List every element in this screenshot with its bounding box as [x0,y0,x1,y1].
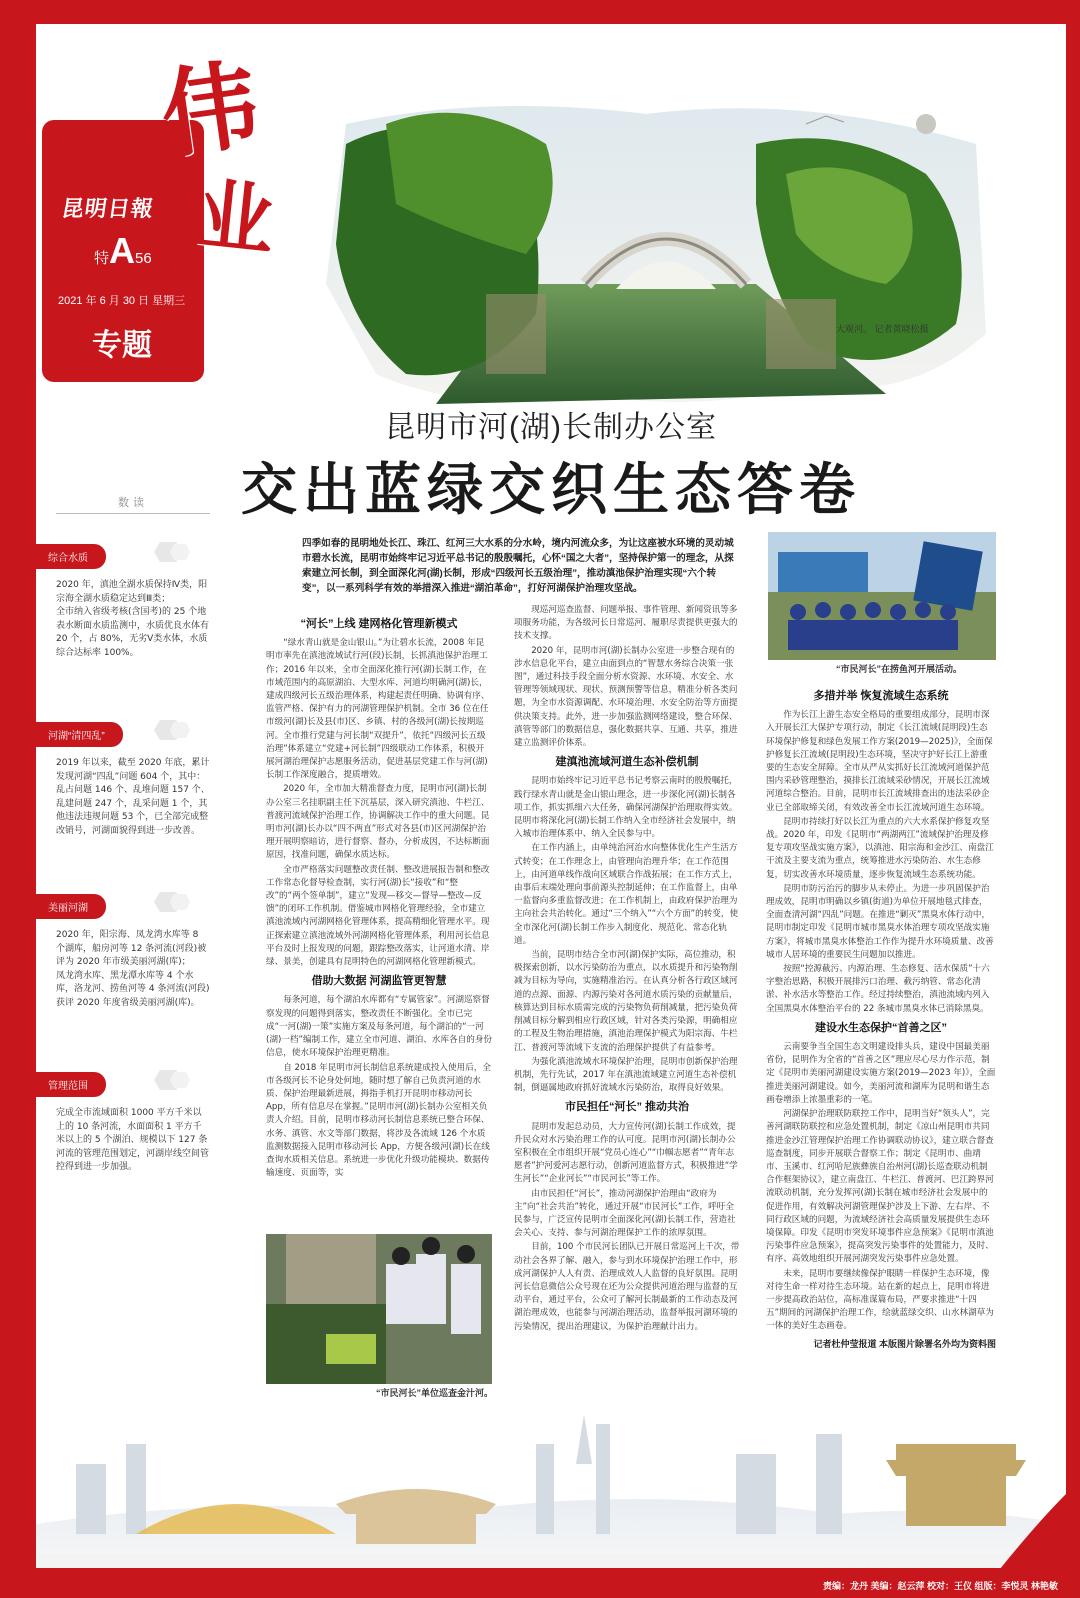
sidebar-item-management-scope [48,1072,210,1175]
article-paragraph: 河湖保护治理联防联控工作中，昆明当好“领头人”，完善河湖联防联控和应急处置机制，制定《凉山州昆明市共同推进金沙江管理保护治理工作协调联动协议》，建立联合督查巡查制度，同步开展联合督察工作；制定《昆明市、曲靖市、玉溪市、红河哈尼族彝族自治州河(湖)长巡查联动机制合作框架协议》，建立南盘江、牛栏江、普渡河、巴江跨界河流联动机制，充分发挥河(湖)长制在城市经济社会发展中的促进作用，有效解决河湖管理保护涉及上下游、左右岸、不同行政区域的问题，为流域经济社会高质量发展提供生态环境保障。印发《昆明市突发环境事件应急预案》《昆明市滇池污染事件应急预案》，提高突发污染事件的处置能力，及时、有序、高效地组织开展河湖突发污染事件应急处置。 [766,1109,994,1265]
sidebar-data-reading [56,494,210,514]
article-paragraph: 为强化滇池流域水环境保护治理，昆明市创新保护治理机制，先行先试，2017 年在滇池流域建立河道生态补偿机制，倒逼属地政府抓好流域水污染防治，取得良好效果。 [514,1056,738,1094]
sidebar-title: 数读 [56,494,210,514]
paper-name: 昆明日報 [59,196,156,222]
article-paragraph: 昆明市始终牢记习近平总书记考察云南时的殷殷嘱托，践行绿水青山就是金山银山理念，进一步深化河(湖)长制各项工作，抓实抓细六大任务，确保河湖保护治理取得实效。昆明市将深化河(湖)长制工作纳入全市经济社会发展中，纳入城市治理体系中、纳入全民参与中。 [514,776,738,840]
photo-students-inspection [266,1234,492,1384]
sidebar-text: 2020 年，滇池全湖水质保持Ⅳ类，阳宗海全湖水质稳定达到Ⅲ类； 全市纳入省级考核(含国考)的 25 个地表水断面水质监测中，水质优良水体有 20 个，占 80%，无劣Ⅴ类水体，水质综合达标率 100%。 [56,580,210,658]
calligraphy-char-1: 伟 [154,46,266,173]
main-photo-canal-bridge [286,84,1006,414]
section-number: 特A56 [94,230,152,271]
hexagon-deco-icon [154,1068,190,1092]
article-paragraph: “绿水青山就是金山银山。”为让碧水长流，2008 年昆明市率先在滇池流域试行河(段)长制，长抓滇池保护治理工作；2016 年以来，全市全面深化推行河(湖)长制工作，在市域范围内的高原湖泊、大型水库、河道均明确河(湖)长，建成四级河长五级治理体系，构建起责任明确、协调有序、监管严格、保护有力的河湖管理保护机制。全市 36 位在任市级河(湖)长及县(市)区、乡镇、村的各级河(湖)长按期巡河。全市推行党建与河长制“双提升”，依托“四级河长五级治理”体系建立“党建+河长制”四级联动工作体系，积极开展河湖治理保护志愿服务活动，促进基层党建工作与河(湖)长制工作深度融合，提质增效。 [266,638,490,781]
section-heading: 借助大数据 河湖监管更智慧 [311,975,447,988]
editor-credits: 责编：龙丹 美编：赵云萍 校对：王仪 组版：李悦灵 林艳敏 [822,1581,1058,1591]
article-paragraph: 每条河道，每个湖泊水库都有“专属管家”。河湖巡察督察发现的问题得到落实，整改责任不断强化。全市已完成“一河(湖)一策”实施方案及每条河道，每个湖泊的“一河(湖)一档”编制工作，建立全市河道、湖泊、水库各自的身份信息，使水环境保护治理更精准。 [266,995,492,1059]
lead-paragraph: 四季如春的昆明地处长江、珠江、红河三大水系的分水岭，境内河流众多，为让这座被水环境的灵动城市碧水长流，昆明市始终牢记习近平总书记的殷殷嘱托，心怀“国之大者”，坚持保护第一的理念，从探索建立河长制，到全面深化河(湖)长制，形成“四级河长五级治理”，推动滇池保护治理实现“六个转变”，以一系列科学有效的举措深入推进“湖泊革命”，打好河湖保护治理攻坚战。 [302,538,734,594]
main-photo-caption: 大观河。 记者黄晓松摄 [836,324,929,334]
section-heading: 建滇池流域河道生态补偿机制 [555,756,699,769]
article-paragraph: 当前，昆明市结合全市河(湖)保护实际，高位推动，积极探索创新，以水污染防治为重点，以水质提升和污染物削减为目标为导向，实施精准治污。在认真分析各行政区域河道的点源、面源、内源污染对各河道水质污染的贡献量后，核算达到目标水质需完成的污染物负荷削减量，把污染负荷削减目标分解到相应行政区域，针对各类污染源，明确相应的工程及生物治理措施，滇池治理保护模式为阳宗海、牛栏江、普渡河等流域下支流的治理保护提供了有益参考。 [514,950,738,1053]
sidebar-label: 管理范围 [36,1072,106,1097]
photo-caption-group: “市民河长”在捞鱼河开展活动。 [836,664,963,674]
calligraphy-char-2: 业 [191,169,279,268]
red-frame-top [0,0,1080,24]
headline-subtitle: 昆明市河(湖)长制办公室 [385,411,717,444]
section-heading: 多措并举 恢复流域生态系统 [813,690,949,702]
article-paragraph: 2020 年，全市加大精准督查力度，昆明市河(湖)长制办公室三名挂职副主任下沉基层，深入研究滇池、牛栏江、普渡河流域保护治理工作，协调解决工作中的重大问题。昆明市河(湖)长办以“四不两直”形式对各县(市)区河湖保护治理开展明察暗访，进行督察、督办，分析成因，不达标断面原因，找准问题，确保水质达标。 [266,784,490,861]
section-heading: 建设水生态保护“首善之区” [815,1021,947,1034]
article-paragraph: 2020 年，昆明市河(湖)长制办公室进一步整合现有的涉水信息化平台，建立由面到点的“智慧水务综合决策一张图”，通过科技手段全面分析水资源、水环境、水安全、水管理等领域现状、现状、预测预警等信息，精准分析各类问题，为全市水资源调配、水环境治理、水安全防治等方面提供决策支持。此外，进一步加强监测网络建设，整合环保、滇管等部门的数据信息，强化数据共享、互通、共享，推进建立监测评价体系。 [514,645,738,749]
article-paragraph: 昆明市发起总动员，大力宣传河(湖)长制工作成效，提升民众对水污染治理工作的认可度。昆明市河(湖)长制办公室积极在全市组织开展“党员心连心”“巾帼志愿者”“青年志愿者”护河爱河志愿行动，创新河道监督方式，积极推进“学生河长”“企业河长”“市民河长”等工作。 [514,1121,738,1185]
hexagon-deco-icon [154,890,190,914]
article-column-3 [766,684,996,1404]
sidebar-label: 美丽河湖 [36,894,106,919]
sidebar-label: 河湖“清四乱” [36,722,123,747]
article-paragraph: 由市民担任“河长”，推动河湖保护治理由“政府为主”向“社会共治”转化，通过开展“市民河长”工作，呼吁全民参与，广泛宣传昆明市全面深化河(湖)长制工作，营造社会关心、支持、参与河湖治理保护工作的浓厚氛围。 [514,1188,736,1239]
article-paragraph: 自 2018 年昆明市河长制信息系统建成投入使用后，全市各级河长不论身处何地，随时想了解自己负责河道的水质、保护治理最新进展，拇指手机打开昆明市移动河长 App，所有信息尽在掌握。”昆明市河(湖)长制办公室相关负责人介绍。目前，昆明市移动河长制信息系统已整合环保、水务、滇管、水文等部门数据，将涉及各流域 126 个水质监测数据接入昆明市移动河长 App，方便各级河(湖)长在线查询水质相关信息。系统进一步优化升级功能模块、数据传输速度、页面等，实 [266,1062,491,1179]
red-frame-right [1066,0,1080,1598]
photo-caption-students: “市民河长”单位巡查金汁河。 [376,1388,494,1398]
column-name: 专题 [92,328,152,363]
kunming-skyline-illustration [36,1404,1066,1568]
article-paragraph: 作为长江上游生态安全格局的重要组成部分，昆明市深入开展长江大保护专项行动，制定《长江流域(昆明段)生态环境保护修复和绿色发展工作方案(2019—2025)》，全面保护修复长江流域(昆明段)生态环境，坚决守护好长江上游重要的生态安全屏障。全市从严从实抓好长江流域河道保护范围内采砂管理整治，摸排长江流域采砂情况，开展长江流域河道综合整治。目前，昆明市长江流域排查出的违法采砂企业已全部取缔关闭，有效改善全市长江流域河道生态环境。 [766,710,993,813]
sidebar-label: 综合水质 [36,544,106,569]
section-heading: 市民担任“河长” 推动共治 [564,1101,690,1114]
red-frame-left [0,0,36,1598]
hexagon-deco-icon [154,718,190,742]
article-byline: 记者杜仲莹报道 本版图片除署名外均为资料图 [813,1338,996,1349]
headline-title: 交出蓝绿交织生态答卷 [241,458,861,521]
article-paragraph: 昆明市防污治污的脚步从未停止。为进一步巩固保护治理成效，昆明市明确以乡镇(街道)为单位开展地毯式排查，全面查清河湖“四乱”问题。在推进“剿灭”黑臭水体行动中，昆明市制定印发《昆明市城市黑臭水体治理专项攻坚战实施方案》，将城市黑臭水体整治工作作为提升水环境质量、改善城市人居环境的重要民生问题加以推进。 [766,883,994,960]
article-paragraph: 目前，100 个市民河长团队已开展日常巡河上千次，带动社会各界了解、融入，参与到水环境保护治理工作中，形成河湖保护人人有责、治理成效人人监督的良好氛围。昆明河长信息微信公众号现在还为公众提供河道治理与监督的互动平台，通过平台，公众可了解河长制最新的工作动态及河湖治理成效，也能参与河湖治理活动，监督举报河湖环境的污染情况，提出治理建议，为保护治理献计出力。 [514,1242,740,1332]
red-frame-bottom [0,1568,1080,1598]
sidebar-item-beautiful-rivers [48,894,210,1010]
article-paragraph: 按照“控源截污、内源治理、生态修复、活水保质”十六字整治思路，积极开展排污口治理、截污纳管、常态化清淤、补水活水等整治工作。经过持续整治，滇池流域内列入全国黑臭水体整治平台的 22 条城市黑臭水体已消除黑臭。 [766,964,990,1014]
article-paragraph: 在工作内涵上，由单纯治河治水向整体优化生产生活方式转变；在工作理念上，由管理向治理升华；在工作范围上，由河道单线作战向区域联合作战拓展；在工作方式上，由事后末端处理向事前源头控制延伸；在工作监督上，由单一监督向多重监督改进；在工作机制上，由政府保护治理为主向社会共治转化。通过“三个纳入”“六个方面”的转变，使全市深化河(湖)长制工作步入制度化、规范化、常态化轨道。 [514,843,739,946]
sidebar-text: 完成全市流域面积 1000 平方千米以上的 10 条河流，水面面积 1 平方千米以上的 5 个湖泊、规模以下 127 条河流的管理范围划定，河湖岸线空间管控得到进一步加强。 [56,1108,210,1172]
article-paragraph: 云南要争当全国生态文明建设排头兵，建设中国最美丽省份，昆明作为全省的“首善之区”理应尽心尽力作示范，制定《昆明市美丽河湖建设实施方案(2019—2023 年)》，全面推进美丽河湖建设。如今，美丽河流和湖库为昆明和谐生态画卷增添上浓墨重彩的一笔。 [766,1042,996,1105]
article-paragraph: 未来，昆明市要继续像保护眼睛一样保护生态环境，像对待生命一样对待生态环境。站在新的起点上，昆明市将进一步提高政治站位，高标准谋篇布局，严要求推进“十四五”期间的河湖保护治理工作，绘就蓝绿交织、山水林湖草为一体的美好生态画卷。 [766,1268,994,1332]
article-paragraph: 昆明市持续打好以长江为重点的六大水系保护修复攻坚战。2020 年，印发《昆明市“两湖两江”流域保护治理及修复专项攻坚战实施方案》，以滇池、阳宗海和金沙江、南盘江干流及主要支流为重点，统筹推进水污染防治、水生态修复，切实改善水环境质量，逐步恢复流域生态系统功能。 [766,816,994,880]
sidebar-item-four-chaos [48,722,210,838]
article-paragraph: 全市严格落实问题整改责任制、整改进展报告制和整改工作常态化督导检查制，实行河(湖)长“接收”和“整改”的“两个签单制”，建立“发现—移交—督导—整改—反馈”的闭环工作机制。借鉴城市网格化管理经验，全市建立滇池流域内河湖网格化管理体系，提高精细化管理水平。现正探索建立滇池流域外河湖网格化管理体系，利用河长信息平台及时上报发现的问题，跟踪整改落实，让河道水清、岸绿、景美，创建具有昆明特色的河湖网格化管理新模式。 [266,864,490,968]
hexagon-deco-icon [154,540,190,564]
newspaper-page [36,24,1066,1568]
photo-volunteer-group [768,532,996,660]
article-column-2 [514,604,740,1394]
section-heading: “河长”上线 建网格化管理新模式 [300,618,458,630]
sidebar-text: 2019 年以来，截至 2020 年底，累计发现河湖“四乱”问题 604 个，其中：乱占问题 146 个、乱堆问题 157 个、乱建问题 247 个，乱采问题 1 个，其他违法违规问题 53 个，已全部完成整改销号，河湖面貌得到进一步改善。 [56,758,210,836]
sidebar-item-water-quality [48,544,210,660]
article-paragraph: 现巡河巡查监督、问题举报、事件管理、新闻资讯等多项服务功能，为各级河长日常巡河、履职尽责提供更强大的技术支撑。 [514,605,738,642]
calligraphy-title [154,46,279,302]
sidebar-text: 2020 年，阳宗海、凤龙湾水库等 8 个湖库，船房河等 12 条河流(河段)被评为 2020 年市级美丽河湖(库)； 凤龙湾水库、黑龙潭水库等 4 个水库，洛龙河、捞鱼河等 4 条河流(河段)获评 2020 年度省级美丽河湖(库)。 [56,930,210,1008]
issue-date: 2021 年 6 月 30 日 星期三 [58,295,186,307]
